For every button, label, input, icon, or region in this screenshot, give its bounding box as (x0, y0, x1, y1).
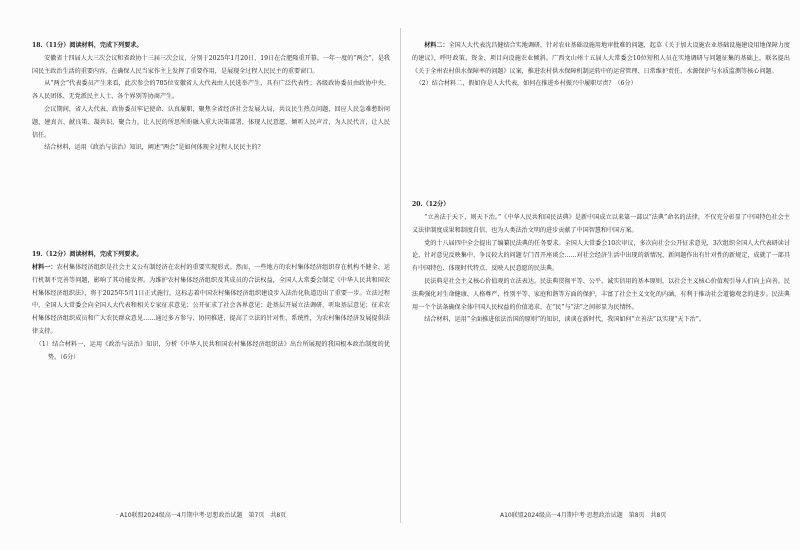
question-19-sub-1 (32, 339, 390, 365)
question-19-material-2 (412, 40, 790, 78)
question-18-paragraph: 会议期间，省人大代表、政协委员牢记使命、认真履职，聚焦全省经济社会发展大局，共议民生热点问题，回应人民急难愁盼问题，建真言、献良策、凝共识、聚合力，让人民的所思所盼融入重大决策部署，体现人民意愿、倾听人民声音，为人民代言，让人民信任。 (32, 105, 390, 139)
sub-2-label: （2） (415, 80, 432, 88)
question-19-material-1 (32, 262, 390, 339)
question-19-heading: 19.（12分）阅读材料，完成下列要求。 (32, 251, 143, 259)
question-20-prompt: 结合材料，运用“全面推进依法治国的原则”的知识，谈谈在新时代，我国如何“立善法”以实现“天下治”。 (424, 316, 705, 324)
material-1-text: 农村集体经济组织是社会主义公有制经济在农村的重要实现形式。然而，一些地方的农村集体经济组织存在机构不健全、运行机制不完善等问题，影响了其功能发挥。为维护农村集体经济组织及其成员的合法权益，全国人大常委会制定《中华人民共和国农村集体经济组织法》，将于2025年5月1日正式施行，这标志着中国农村集体经济组织建设步入法治化轨道迈出了重要一步。立法过程中，全国人大常委会向全国人大代表和相关专家征求意见；公开征求了社会各界意见；赴基层开展立法调研，听取基层意见；征求农村集体经济组织成员和广大农民群众意见……通过多方参与、协同推进，提高了立法的针对性、系统性，为农村集体经济发展提供法律支持。 (32, 263, 391, 335)
question-19-continued (412, 40, 790, 91)
question-20-paragraph: “立善法于天下，则天下治。”《中华人民共和国民法典》是新中国成立以来第一部以“法典”命名的法律，不仅充分彰显了中国特色社会主义法律制度成果和制度自信，也为人类法治文明的进步贡献了中国智慧和中国方案。 (412, 213, 790, 234)
question-20-paragraph: 民法典是社会主义核心价值观的立法表达。民法典贯彻平等、公平、诚实信用的基本原则，以社会主义核心价值观引导人们向上向善。民法典强化对生命健康、人格尊严、性别平等、家庭和谐等方面的保护，丰富了社会主义文化的内涵，有利于推动社会道德观念的进步。民法典用一个个法条确保全体中国人民权益的价值追求，在“民”与“法”之间彰显为民情怀。 (412, 277, 790, 311)
material-2-label: 材料二： (424, 42, 449, 49)
question-19 (32, 249, 390, 364)
question-20-heading: 20.（12分） (412, 201, 450, 209)
question-20-paragraph: 党的十八届四中全会提出了编纂民法典的任务要求。全国人大常委会10次审议，多次向社会公开征求意见，3次组织全国人大代表研读讨论，针对意见反映集中、争议较大的问题专门召开座谈会……对社会经济生活中出现的新情况、新问题作出有针对性的新规定，成就了一部具有中国特色、体现时代特点、反映人民意愿的民法典。 (412, 239, 790, 273)
question-18-paragraph: 安徽省十四届人大三次会议和省政协十三届三次会议，分别于2025年1月20日、19日在合肥隆重开幕。一年一度的“两会”，是我国民主政治生活的重要内容，在确保人民当家作主上发挥了重要作用，是展现全过程人民民主的重要窗口。 (32, 54, 390, 75)
question-19-sub-2 (412, 78, 790, 91)
question-18 (32, 40, 390, 155)
question-20 (412, 199, 790, 327)
question-18-prompt: 结合材料，运用《政治与法治》知识，阐述“两会”是如何体现全过程人民民主的？ (44, 144, 264, 152)
right-page (400, 0, 800, 550)
question-18-heading: 18.（11分）阅读材料，完成下列要求。 (32, 42, 143, 49)
sub-1-text: 结合材料一，运用《政治与法治》知识，分析《中华人民共和国农村集体经济组织法》出台所展现的我国根本政治制度的优势。（6分） (47, 340, 390, 361)
material-1-label: 材料一： (32, 263, 57, 271)
page-footer-left: · A10联盟2024级高一4月期中考·思想政治试题 第7页 共8页 (116, 512, 287, 519)
material-2-text: 全国人大代表沈昌健结合实地调研，针对农业基础设施用地审批难的问题，起草《关于加大设施农业基础设施建设用地保障力度的建议》，呼吁政策、资金、项目向设施农业倾斜。广西文山州十五届人大常委会10位短租人员在实地调研与问题征集的基础上，联名提出《关于全州农村供水保障率的问题》议案，推进农村供水保障机制运转中的运营管理、日常维护责任、水源保护与水质监测等核心问题。 (412, 42, 791, 75)
question-18-paragraph: 从“两会”代表委员产生来看，此次参会的705位安徽省人大代表由人民选举产生，具有广泛代表性；各级政协委员由政协中央、各人民团体、无党派民主人士、各个界别等协商产生。 (32, 80, 390, 101)
sub-1-label: （1） (35, 340, 53, 348)
sub-2-text: 结合材料二，假如你是人大代表，如何在推进乡村振兴中履职尽责？（6分） (431, 80, 637, 88)
page-footer-right: A10联盟2024级高一4月期中考·思想政治试题 第8页 共8页 (500, 512, 667, 519)
